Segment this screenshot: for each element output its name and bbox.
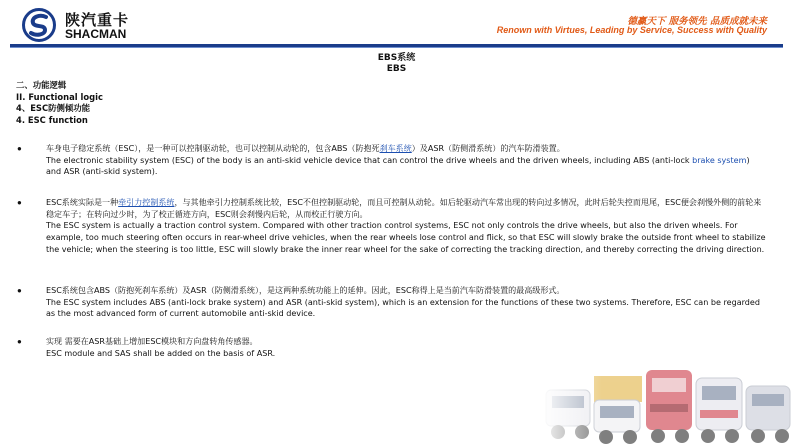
text-run: 车身电子稳定系统（ESC），是一种可以控制驱动轮，也可以控制从动轮的，包含ABS（防抱死 (46, 144, 380, 153)
paragraph-chinese (46, 197, 766, 220)
bullet-marker: ● (17, 286, 22, 295)
section-heading (16, 80, 103, 127)
page-title-english: EBS (386, 64, 407, 74)
paragraph-chinese: 实现 需要在ASR基础上增加ESC模块和方向盘转角传感器。 (46, 337, 258, 346)
paragraph-english: The ESC system is actually a traction control system. Compared with other traction control systems, ESC not only controls the drive wheels, but also the driven wheels. For example, too much steering often occurs in rear-wheel drive vehicles, when the rear wheels lose control and flick, so that ESC will slowly brake the outside front wheel to stabilize the vehicle; when the steering is too little, ESC will slowly brake the inner rear wheel for the sake of correcting the tracking direction, and thereby correcting the driving direction. (46, 221, 766, 254)
bullet-marker: ● (17, 337, 22, 346)
paragraph-chinese: ESC系统包含ABS（防抱死刹车系统）及ASR（防侧滑系统），是这两种系统功能上的延伸。因此，ESC称得上是当前汽车防滑装置的最高级形式。 (46, 286, 565, 295)
bullet-marker: ● (17, 144, 22, 153)
text-run: ，与其他牵引力控制系统比较，ESC不但控制驱动轮，而且可控制从动轮。如后轮驱动汽车常出现的转向过多情况，此时后轮失控而甩尾，ESC便会刹慢外侧的前轮来稳定车子；在转向过少时，为了校正循迹方向，ESC则会刹慢内后轮，从而校正行驶方向。 (46, 198, 762, 219)
paragraph-english: The ESC system includes ABS (anti-lock brake system) and ASR (anti-skid system), which is an extension for the functions of these two systems. Therefore, ESC can be regarded as the most advanced form of current automobile anti-skid device. (46, 297, 760, 319)
list-item (46, 336, 766, 359)
page-title (0, 53, 793, 75)
shacman-logo-icon (22, 8, 56, 42)
brand-name-chinese: 陕汽重卡 (65, 11, 130, 29)
list-item (46, 143, 766, 178)
traction-control-link[interactable]: 牵引力控制系统 (118, 198, 175, 207)
subsection-heading-en: 4. ESC function (16, 115, 88, 126)
section-heading-en: II. Functional logic (16, 91, 104, 102)
page-title-chinese: EBS系统 (377, 53, 416, 63)
subsection-heading-cn: 4、ESC防侧倾功能 (16, 103, 90, 114)
brand-name-english: SHACMAN (65, 27, 127, 41)
paragraph-english: ESC module and SAS shall be added on the basis of ASR. (46, 348, 276, 358)
text-run: The electronic stability system (ESC) of the body is an anti-skid vehicle device that can control the drive wheels and the driven wheels, including ABS (anti-lock (46, 155, 693, 165)
page-header (0, 0, 793, 48)
header-divider-thin (10, 47, 783, 48)
text-run: ）及ASR（防侧滑系统）的汽车防滑装置。 (411, 144, 565, 153)
slogan-english: Renown with Virtues, Leading by Service, Success with Quality (496, 25, 767, 35)
paragraph-english (46, 155, 766, 178)
paragraph-chinese (46, 143, 766, 155)
list-item (46, 197, 766, 256)
slogan-chinese: 德赢天下 服务领先 品质成就未来 (627, 16, 767, 27)
brake-system-text: brake system (692, 155, 747, 165)
brake-system-link[interactable]: 刹车系统 (379, 144, 412, 153)
trucks-illustration (538, 360, 793, 446)
text-run: ) and ASR (anti-skid system). (46, 155, 750, 177)
list-item (46, 285, 766, 320)
bullet-marker: ● (17, 198, 22, 207)
text-run: ESC系统实际是一种 (46, 198, 119, 207)
section-heading-cn: 二、功能逻辑 (16, 80, 67, 90)
